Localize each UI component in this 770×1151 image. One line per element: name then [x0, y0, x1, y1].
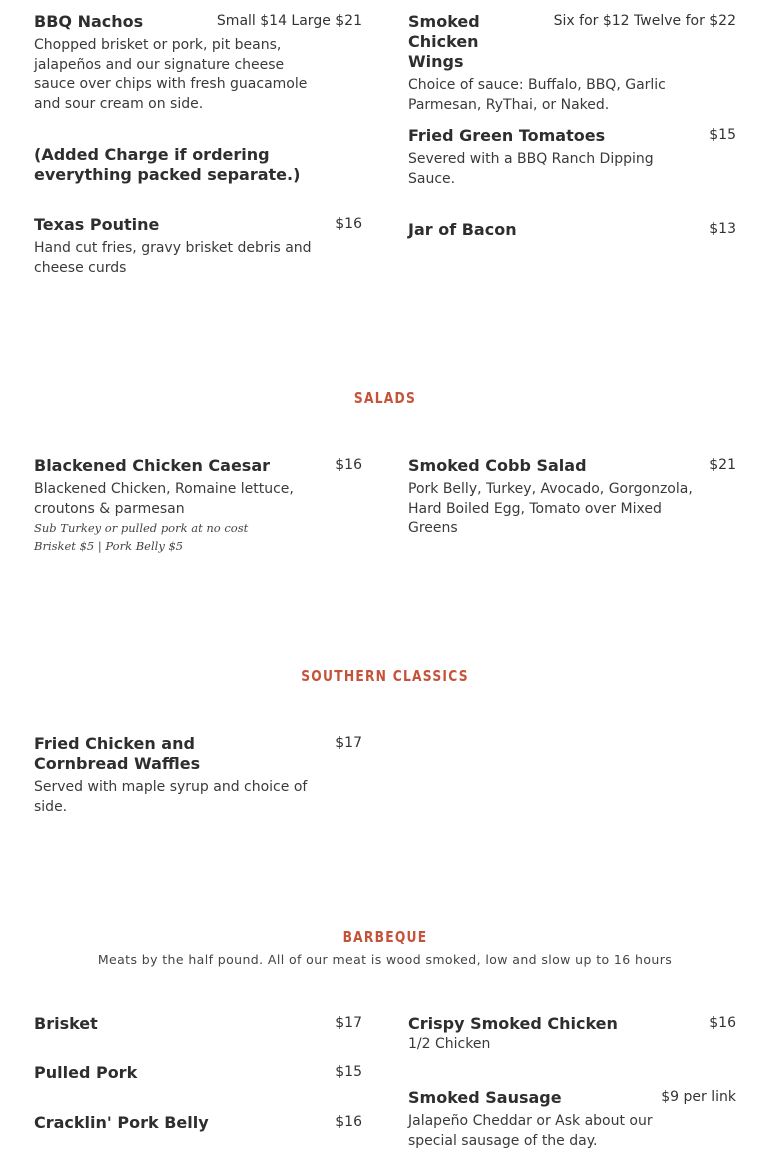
section-subtitle-barbeque: Meats by the half pound. All of our meat is wood smoked, low and slow up to 16 hours [97, 952, 673, 967]
item-description: Hand cut fries, gravy brisket debris and cheese curds [34, 240, 312, 276]
item-name: Fried Chicken and Cornbread Waffles [34, 734, 201, 773]
item-price: $16 [709, 1015, 736, 1031]
menu-item-texas-poutine [34, 215, 362, 278]
item-price: $9 per link [661, 1089, 736, 1105]
item-name: Jar of Bacon [408, 220, 517, 239]
item-description: Chopped brisket or pork, pit beans, jalapeños and our signature cheese sauce over chips with fresh guacamole and sour cream on side. [34, 37, 308, 112]
item-name: Smoked Cobb Salad [408, 456, 587, 475]
item-note: Brisket $5 | Pork Belly $5 [34, 539, 184, 553]
item-description: Jalapeño Cheddar or Ask about our special sausage of the day. [408, 1113, 653, 1149]
item-description: Choice of sauce: Buffalo, BBQ, Garlic Parmesan, RyThai, or Naked. [408, 77, 666, 113]
item-name: Cracklin' Pork Belly [34, 1113, 209, 1132]
item-name: Smoked Sausage [408, 1088, 562, 1107]
menu-item-brisket [34, 1014, 362, 1034]
item-name: Brisket [34, 1014, 98, 1033]
item-name: Texas Poutine [34, 215, 160, 234]
menu-item-jar-of-bacon [408, 220, 736, 240]
item-name: Smoked Chicken Wings [408, 12, 480, 71]
item-note: Sub Turkey or pulled pork at no cost [34, 521, 249, 535]
menu-item-pulled-pork [34, 1063, 362, 1083]
menu-item-cracklin-pork-belly [34, 1113, 362, 1133]
menu-item-smoked-cobb-salad [408, 456, 736, 539]
item-price: $16 [335, 1114, 362, 1130]
item-price: $15 [709, 127, 736, 143]
item-price: $16 [335, 457, 362, 473]
item-description: 1/2 Chicken [408, 1036, 491, 1052]
item-price: $17 [335, 735, 362, 751]
item-description: Severed with a BBQ Ranch Dipping Sauce. [408, 151, 654, 187]
item-name: Crispy Smoked Chicken [408, 1014, 618, 1033]
menu-item-blackened-chicken-caesar [34, 456, 362, 555]
item-description: Blackened Chicken, Romaine lettuce, croutons & parmesan [34, 481, 294, 517]
item-price: Small $14 Large $21 [216, 13, 362, 29]
section-title-barbeque: BARBEQUE [342, 928, 428, 946]
item-price: $16 [335, 216, 362, 232]
item-price: Six for $12 Twelve for $22 [553, 13, 736, 29]
item-name: BBQ Nachos [34, 12, 144, 31]
menu-item-fried-green-tomatoes [408, 126, 736, 189]
item-description: Served with maple syrup and choice of side. [34, 779, 308, 815]
section-title-salads: SALADS [353, 389, 417, 407]
item-name: Blackened Chicken Caesar [34, 456, 271, 475]
menu-item-crispy-smoked-chicken [408, 1014, 736, 1055]
menu-item-smoked-chicken-wings [408, 12, 736, 115]
item-price: $15 [335, 1064, 362, 1080]
section-title-southern-classics: SOUTHERN CLASSICS [301, 667, 469, 685]
item-name: Pulled Pork [34, 1063, 138, 1082]
item-price: $13 [709, 221, 736, 237]
item-description: Pork Belly, Turkey, Avocado, Gorgonzola, Hard Boiled Egg, Tomato over Mixed Greens [408, 481, 693, 536]
menu-item-fried-chicken-waffles [34, 734, 362, 817]
item-price: $17 [335, 1015, 362, 1031]
packing-charge-callout: (Added Charge if ordering everything packed separate.) [34, 145, 301, 184]
item-price: $21 [709, 457, 736, 473]
item-name: Fried Green Tomatoes [408, 126, 606, 145]
menu-item-smoked-sausage [408, 1088, 736, 1151]
menu-item-bbq-nachos [34, 12, 362, 114]
